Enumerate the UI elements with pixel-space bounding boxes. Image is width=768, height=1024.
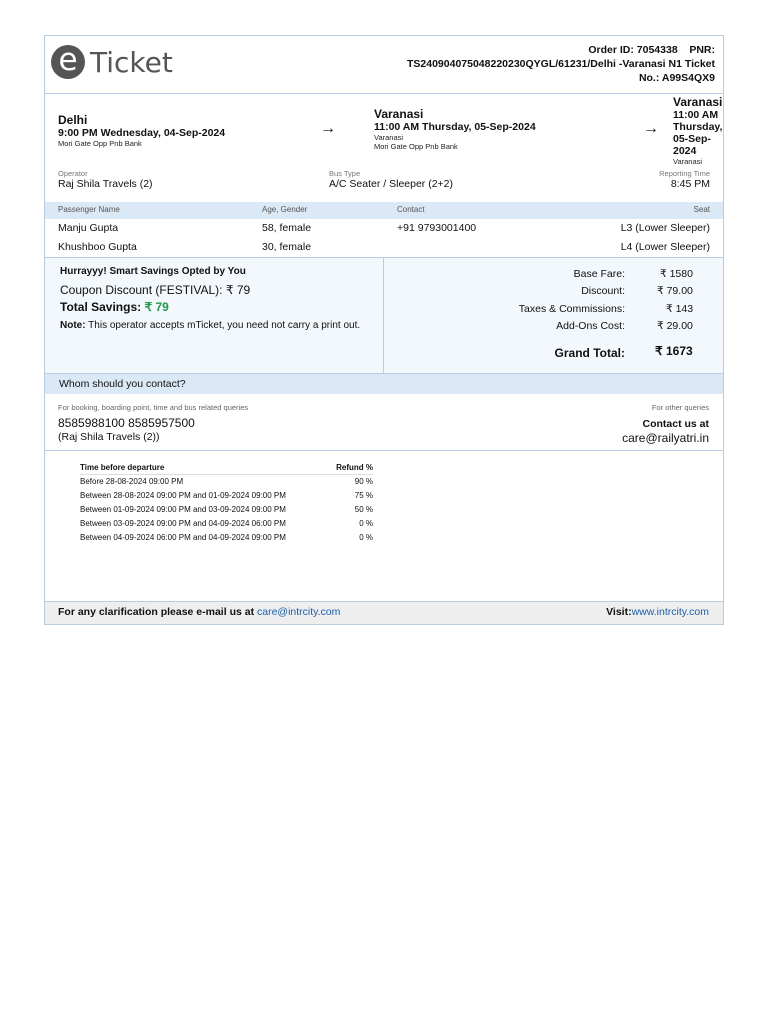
refund-pct: 75 % <box>328 489 373 503</box>
discount-value: ₹ 79.00 <box>657 285 693 297</box>
visit-site <box>606 606 709 618</box>
reporting-block <box>659 169 710 190</box>
refund-time: Before 28-08-2024 09:00 PM <box>80 475 328 489</box>
note-label: Note: <box>60 320 86 331</box>
passenger-table-header <box>45 202 723 219</box>
refund-time: Between 04-09-2024 06:00 PM and 04-09-2024 09:00 PM <box>80 531 328 545</box>
col-age-gender: Age, Gender <box>262 205 308 214</box>
arrival-block <box>374 107 536 151</box>
boarding-point: Mori Gate Opp Pnb Bank <box>58 139 142 148</box>
addons-label: Add-Ons Cost: <box>556 320 625 332</box>
base-fare-value: ₹ 1580 <box>660 268 693 280</box>
total-savings-value: ₹ 79 <box>144 300 169 314</box>
ticket-footer <box>45 601 723 624</box>
contact-section <box>45 394 723 451</box>
arrival-city: Varanasi <box>374 107 424 121</box>
table-row <box>80 503 373 517</box>
visit-label: Visit: <box>606 606 632 618</box>
order-info <box>375 43 715 85</box>
passenger-seat: L4 (Lower Sleeper) <box>620 241 710 253</box>
passenger-contact: +91 9793001400 <box>397 222 477 234</box>
grand-total-value: ₹ 1673 <box>655 344 693 358</box>
operator-label: Operator <box>58 169 88 178</box>
departure-datetime: 9:00 PM Wednesday, 04-Sep-2024 <box>58 127 226 139</box>
addons-value: ₹ 29.00 <box>657 320 693 332</box>
booking-queries-label: For booking, boarding point, time and bus related queries <box>58 403 249 412</box>
passenger-name: Manju Gupta <box>58 222 119 234</box>
pnr-line: TS240904075048220230QYGL/61231/Delhi -Varanasi N1 Ticket <box>406 58 715 70</box>
vertical-divider <box>383 258 384 373</box>
col-contact: Contact <box>397 205 425 214</box>
contact-us-title: Contact us at <box>642 418 709 430</box>
departure-block <box>58 113 225 148</box>
table-row <box>80 475 373 489</box>
col-seat: Seat <box>693 205 710 214</box>
support-email[interactable]: care@railyatri.in <box>622 431 709 445</box>
reporting-label: Reporting Time <box>659 169 710 178</box>
col-refund-pct: Refund % <box>328 461 373 475</box>
destination-city: Varanasi <box>673 95 723 109</box>
refund-policy <box>45 451 723 601</box>
col-passenger-name: Passenger Name <box>58 205 120 214</box>
arrow-right-icon: → <box>643 120 659 137</box>
destination-date: 05-Sep- <box>673 133 711 145</box>
refund-time: Between 03-09-2024 09:00 PM and 04-09-2024 06:00 PM <box>80 517 328 531</box>
total-savings <box>60 300 169 314</box>
operator-phones: 8585988100 8585957500 <box>58 416 195 430</box>
order-id-line: Order ID: 7054338 PNR: <box>588 44 715 56</box>
bustype-block <box>329 169 453 190</box>
refund-pct: 50 % <box>328 503 373 517</box>
passenger-seat: L3 (Lower Sleeper) <box>620 222 710 234</box>
journey-section <box>45 94 723 168</box>
refund-pct: 90 % <box>328 475 373 489</box>
destination-city-small: Varanasi <box>673 157 703 166</box>
taxes-value: ₹ 143 <box>666 303 694 315</box>
passenger-name: Khushboo Gupta <box>58 241 137 253</box>
col-time-before-departure: Time before departure <box>80 461 328 475</box>
taxes-label: Taxes & Commissions: <box>518 303 625 315</box>
destination-block <box>673 95 723 166</box>
logo-e-icon: e <box>51 45 85 79</box>
clarification-email-link[interactable]: care@intrcity.com <box>257 606 341 618</box>
contact-bar: Whom should you contact? <box>45 373 723 394</box>
reporting-value: 8:45 PM <box>670 178 710 190</box>
refund-pct: 0 % <box>328 517 373 531</box>
bustype-value: A/C Seater / Sleeper (2+2) <box>329 178 454 190</box>
operator-name: (Raj Shila Travels (2)) <box>58 431 160 443</box>
base-fare-label: Base Fare: <box>573 268 625 280</box>
ticket-header <box>45 36 723 94</box>
refund-time: Between 28-08-2024 09:00 PM and 01-09-2024 09:00 PM <box>80 489 328 503</box>
refund-table <box>80 461 373 545</box>
total-savings-label: Total Savings: <box>60 300 142 314</box>
coupon-discount: Coupon Discount (FESTIVAL): ₹ 79 <box>60 283 251 297</box>
arrival-city-small: Varanasi <box>374 133 404 142</box>
refund-pct: 0 % <box>328 531 373 545</box>
clarification-note <box>58 606 340 618</box>
table-row <box>80 531 373 545</box>
logo-text: Ticket <box>90 45 173 79</box>
arrival-datetime: 11:00 AM Thursday, 05-Sep-2024 <box>374 121 536 133</box>
operator-value: Raj Shila Travels (2) <box>58 178 153 190</box>
bus-meta <box>45 168 723 202</box>
grand-total-label: Grand Total: <box>554 346 625 360</box>
other-queries-label: For other queries <box>651 403 709 412</box>
passenger-age-gender: 30, female <box>262 241 312 253</box>
table-row <box>80 517 373 531</box>
table-row <box>80 489 373 503</box>
eticket-logo <box>51 42 173 79</box>
mticket-note <box>60 320 370 332</box>
refund-time: Between 01-09-2024 09:00 PM and 03-09-2024 09:00 PM <box>80 503 328 517</box>
destination-day: Thursday, <box>673 121 723 133</box>
discount-label: Discount: <box>581 285 625 297</box>
website-link[interactable]: www.intrcity.com <box>631 606 709 618</box>
passenger-age-gender: 58, female <box>262 222 312 234</box>
note-text: This operator accepts mTicket, you need not carry a print out. <box>88 320 361 331</box>
savings-fare-section <box>45 257 723 373</box>
arrow-right-icon: → <box>320 120 336 137</box>
savings-title: Hurrayyy! Smart Savings Opted by You <box>60 266 246 277</box>
destination-year: 2024 <box>673 145 697 157</box>
eticket <box>44 35 724 625</box>
table-row <box>45 238 723 257</box>
operator-block <box>58 169 153 190</box>
bustype-label: Bus Type <box>329 169 361 178</box>
dropping-point: Mori Gate Opp Pnb Bank <box>374 142 458 151</box>
destination-time: 11:00 AM <box>673 109 719 121</box>
clarification-text: For any clarification please e-mail us at <box>58 606 257 618</box>
ticket-no-line: No.: A99S4QX9 <box>638 72 715 84</box>
table-row <box>45 219 723 238</box>
departure-city: Delhi <box>58 113 88 127</box>
